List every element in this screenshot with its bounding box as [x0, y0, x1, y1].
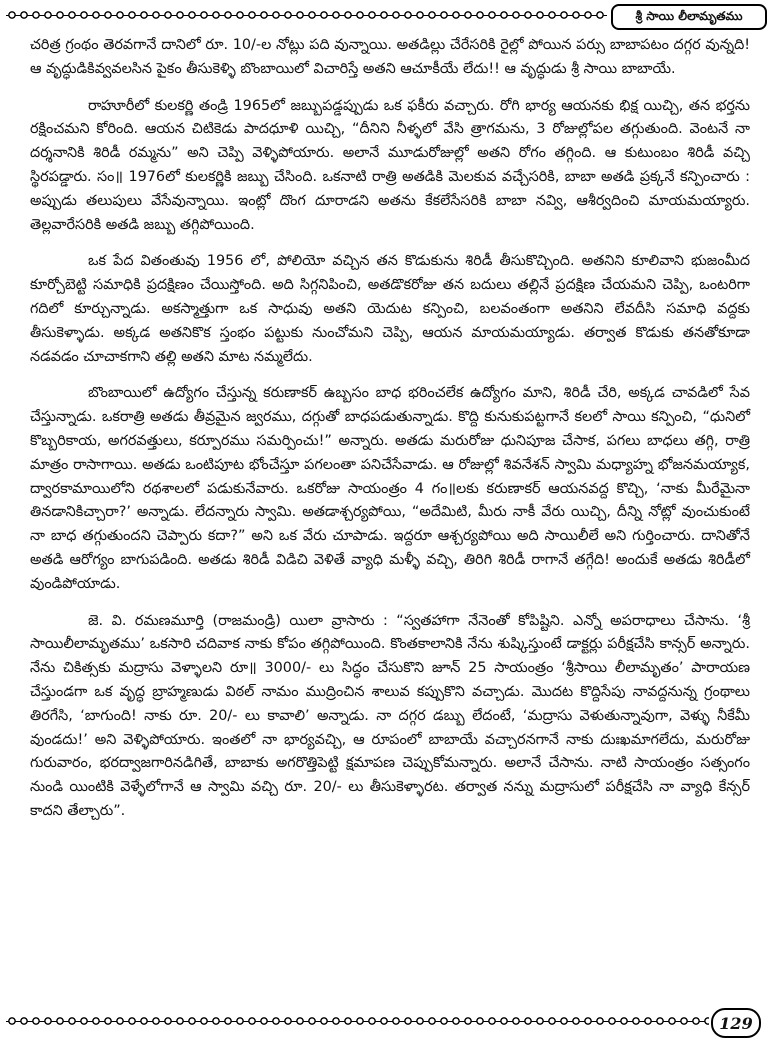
body-text [30, 34, 750, 837]
paragraph-1: చరిత్ర గ్రంథం తెరవగానే దానిలో రూ. 10/-ల నోట్లు పది వున్నాయి. అతడిల్లు చేరేసరికి రైల్లో పోయిన పర్సు బాబాపటం దగ్గర వున్నది! ఆ వృద్ధుడికివ్వవలసిన పైకం తీసుకెళ్ళి బొంబాయిలో విచారిస్తే అతని ఆచూకీయే లేదు!! ఆ వృద్ధుడు శ్రీ సాయి బాబాయే. [30, 37, 750, 77]
decorative-border-bottom [6, 1013, 709, 1029]
paragraph-3: ఒక పేద వితంతువు 1956 లో, పోలియో వచ్చిన తన కొడుకును శిరిడీ తీసుకొచ్చింది. అతనిని కూలివాని భుజంమీద కూర్చోబెట్టి సమాధికి ప్రదక్షిణం చేయిస్తోంది. అది సిగ్గనిపించి, అతడొకరోజు తన బదులు తల్లినే ప్రదక్షిణ చేయమని చెప్పి, ఒంటరిగా గదిలో కూర్చున్నాడు. అకస్మాత్తుగా ఒక సాధువు అతని యెదుట కన్పించి, బలవంతంగా అతనిని లేవదీసి సమాధి వద్దకు తీసుకెళ్ళాడు. అక్కడ అతనికొక స్తంభం పట్టుకు నుంచోమని చెప్పి, ఆయన మాయమయ్యాడు. తర్వాత కొడుకు తనతోకూడా నడవడం చూచాకగాని తల్లి అతని మాట నమ్మలేదు. [30, 253, 750, 365]
paragraph-4: బొంబాయిలో ఉద్యోగం చేస్తున్న కరుణాకర్ ఉబ్బసం బాధ భరించలేక ఉద్యోగం మాని, శిరిడీ చేరి, అక్కడ చావడిలో సేవ చేస్తున్నాడు. ఒకరాత్రి అతడు తీవ్రమైన జ్వరము, దగ్గుతో బాధపడుతున్నాడు. కొద్ది కునుకుపట్టగానే కలలో సాయి కన్పించి, “ధునిలో కొబ్బరికాయ, అగరవత్తులు, కర్పూరము సమర్పించు!” అన్నారు. అతడు మరురోజు ధునిపూజ చేసాక, పగలు బాధలు తగ్గి, రాత్రి మాత్రం రాసాగాయి. అతడు ఒంటిపూట భోంచేస్తూ పగలంతా పనిచేసేవాడు. ఆ రోజుల్లో శివనేశన్ స్వామి మధ్యాహ్న భోజనమయ్యాక, ద్వారకామాయిలోని రథశాలలో పడుకునేవారు. ఒకరోజు సాయంత్రం 4 గం॥లకు కరుణాకర్ ఆయనవద్ద కొచ్చి, ‘నాకు మీరేమైనా తినడానికిచ్చారా?’ అన్నాడు. లేదన్నారు స్వామి. అతడాశ్చర్యపోయి, “అదేమిటి, మీరు నాకీ వేరు యిచ్చి, దీన్ని నోట్లో వుంచుకుంటే నా బాధ తగ్గుతుందని చెప్పారు కదా?” అని ఒక వేరు చూపాడు. ఇద్దరూ ఆశ్చర్యపోయి అది సాయిలీలే అని గుర్తించారు. దానితోనే అతడి ఆరోగ్యం బాగుపడింది. అతడు శిరిడీ విడిచి వెళితే వ్యాధి మళ్ళీ వచ్చి, తిరిగి శిరిడీ రాగానే తగ్గేది! అందుకే అతడు శిరిడీలో వుండిపోయాడు. [30, 385, 750, 592]
running-title [611, 4, 767, 30]
paragraph-2: రాహూరీలో కులకర్ణి తండ్రి 1965లో జబ్బుపడ్డప్పుడు ఒక ఫకీరు వచ్చారు. రోగి భార్య ఆయనకు భిక్ష యిచ్చి, తన భర్తను రక్షించమని కోరింది. ఆయన చిటికెడు పాదధూళి యిచ్చి, “దీనిని నీళ్ళలో వేసి త్రాగమను, 3 రోజుల్లోపల తగ్గుతుంది. వెంటనే నా దర్శనానికి శిరిడీ రమ్మను” అని చెప్పి వెళ్ళిపోయారు. అలానే మూడురోజుల్లో అతని రోగం తగ్గింది. ఆ కుటుంబం శిరిడీ వచ్చి స్థిరపడ్డారు. సం॥ 1976లో కులకర్ణికి జబ్బు చేసింది. ఒకనాటి రాత్రి అతడికి మెలకువ వచ్చేసరికి, బాబా అతడి ప్రక్కనే కన్పించారు : అప్పుడు తలుపులు వేసేవున్నాయి. ఇంట్లో దొంగ దూరాడని అతను కేకలేసేసరికి బాబా నవ్వి, ఆశీర్వదించి మాయమయ్యారు. తెల్లవారేసరికి అతడి జబ్బు తగ్గిపోయింది. [30, 97, 750, 233]
page-number-text: 129 [719, 1013, 753, 1033]
page-header [6, 4, 767, 26]
paragraph-5: జె. వి. రమణమూర్తి (రాజమండ్రి) యిలా వ్రాసారు : “స్వతహాగా నేనెంతో కోపిష్టిని. ఎన్నో అపరాధాలు చేసాను. ‘శ్రీ సాయిలీలామృతము’ ఒకసారి చదివాక నాకు కోపం తగ్గిపోయింది. కొంతకాలానికి నేను శుష్కిస్తుంటే డాక్టర్లు పరీక్షచేసి కాన్సర్ అన్నారు. నేను చికిత్సకు మద్రాసు వెళ్ళాలని రూ॥ 3000/- లు సిద్ధం చేసుకొని జూన్ 25 సాయంత్రం ‘శ్రీసాయి లీలామృతం’ పారాయణ చేస్తుండగా ఒక వృద్ధ బ్రాహ్మణుడు విఠల్ నామం ముద్రించిన శాలువ కప్పుకొని వచ్చాడు. మొదట కొద్దిసేపు నావద్దనున్న గ్రంథాలు తిరగేసి, ‘బాగుంది! నాకు రూ. 20/- లు కావాలి’ అన్నాడు. నా దగ్గర డబ్బు లేదంటే, ‘మద్రాసు వెళుతున్నావుగా, వెళ్ళు నీకేమీ వుండదు!’ అని వెళ్ళిపోయారు. ఇంతలో నా భార్యవచ్చి, ఆ రూపంలో బాబాయే వచ్చారనగానే నాకు దుఃఖమాగలేదు, మరురోజు గురువారం, భరద్వాజగారినడిగితే, బాబాకు అగరొత్తిపెట్టి క్షమాపణ చెప్పుకోమన్నారు. అలానే చేసాను. నాటి సాయంత్రం సత్సంగం నుండి యింటికి వెళ్ళేలోగానే ఆ స్వామి వచ్చి రూ. 20/- లు తీసుకెళ్ళారట. తర్వాత నన్ను మద్రాసులో పరీక్షచేసి నా వ్యాధి కేన్సర్ కాదని తేల్చారు”. [30, 612, 750, 819]
page-footer [6, 1006, 767, 1036]
decorative-border-top [6, 7, 607, 23]
running-title-text: శ్రీ సాయి లీలామృతము [635, 8, 743, 23]
page-number [711, 1008, 761, 1038]
